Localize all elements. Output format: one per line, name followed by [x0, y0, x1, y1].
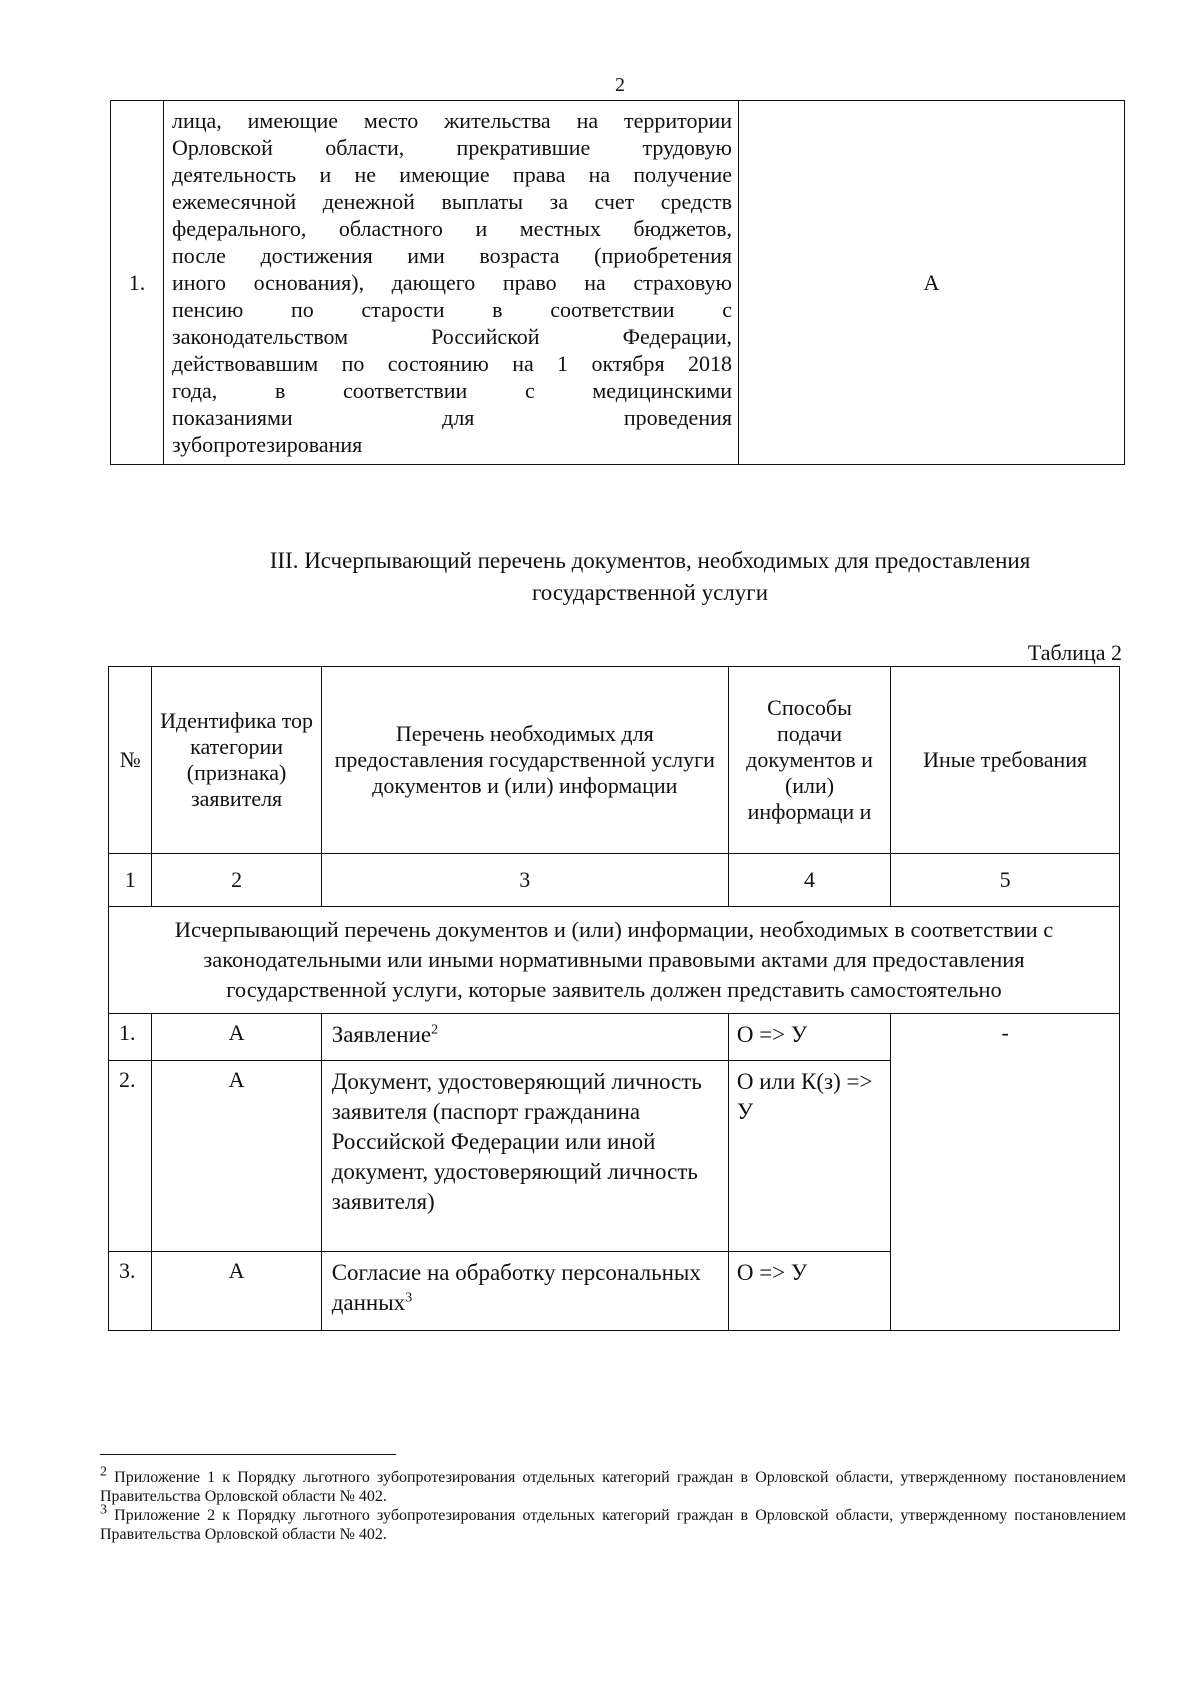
- footnote-separator: [100, 1454, 396, 1455]
- row-category: А: [152, 1014, 321, 1061]
- row-number: 1.: [109, 1014, 152, 1061]
- table-row: [109, 1014, 1120, 1061]
- table-2-documents: [108, 666, 1120, 1331]
- column-numbers-row: [109, 854, 1120, 907]
- row-number: 2.: [109, 1061, 152, 1252]
- column-number: 5: [891, 854, 1120, 907]
- column-number: 3: [321, 854, 728, 907]
- header-other: Иные требования: [891, 667, 1120, 854]
- row-category: А: [152, 1061, 321, 1252]
- row-category: А: [152, 1252, 321, 1331]
- row-method: О или К(з) => У: [728, 1061, 890, 1252]
- other-requirements: -: [891, 1014, 1120, 1331]
- header-no: №: [109, 667, 152, 854]
- footnote: $^3$ Приложение 2 к Порядку льготного зубопротезирования отдельных категорий граждан в Орловской области, утвержденному постановлением Правительства Орловской области № 402.: [100, 1502, 1126, 1543]
- footnote: $^2$ Приложение 1 к Порядку льготного зубопротезирования отдельных категорий граждан в Орловской области, утвержденному постановлением Правительства Орловской области № 402.: [100, 1464, 1126, 1505]
- table-label: Таблица 2: [1027, 640, 1122, 665]
- header-category: Идентифика тор категории (признака) заявителя: [152, 667, 321, 854]
- category-description: лица, имеющие место жительства на территории Орловской области, прекратившие трудовую деятельность и не имеющие права на получение ежемесячной денежной выплаты за счет средств федерального, областного и местных бюджетов, после достижения ими возраста (приобретения иного основания), дающего право на страховую пенсию по старости в соответствии с законодательством Российской Федерации, действовавшим по состоянию на 1 октября 2018 года, в соответствии с медицинскими показаниями для проведения зубопротезирования: [164, 101, 739, 465]
- column-number: 2: [152, 854, 321, 907]
- row-document: Согласие на обработку персональных данных$^3$: [321, 1252, 728, 1331]
- column-number: 4: [728, 854, 890, 907]
- header-methods: Способы подачи документов и (или) информаци и: [728, 667, 890, 854]
- row-number: 1.: [111, 101, 164, 465]
- table-header-row: [109, 667, 1120, 854]
- row-document: Заявление$^2$: [321, 1014, 728, 1061]
- category-identifier: А: [739, 101, 1125, 465]
- subheader-row: [109, 907, 1120, 1014]
- header-documents: Перечень необходимых для предоставления государственной услуги документов и (или) информации: [321, 667, 728, 854]
- subheader: Исчерпывающий перечень документов и (или) информации, необходимых в соответствии с законодательными или иными нормативными правовыми актами для предоставления государственной услуги, которые заявитель должен представить самостоятельно: [109, 907, 1120, 1014]
- row-method: О => У: [728, 1252, 890, 1331]
- column-number: 1: [109, 854, 152, 907]
- row-document: Документ, удостоверяющий личность заявителя (паспорт гражданина Российской Федерации или иной документ, удостоверяющий личность заявителя): [321, 1061, 728, 1252]
- row-method: О => У: [728, 1014, 890, 1061]
- footnote-ref: 2: [431, 1022, 439, 1038]
- row-number: 3.: [109, 1252, 152, 1331]
- footnote-ref: 3: [405, 1290, 413, 1306]
- table-1-continuation: [110, 100, 1125, 465]
- table-row: [111, 101, 1125, 465]
- section-title: III. Исчерпывающий перечень документов, необходимых для предоставления государственной услуги: [269, 548, 1031, 605]
- footnotes: [100, 1464, 1126, 1544]
- page-number: 2: [615, 74, 625, 96]
